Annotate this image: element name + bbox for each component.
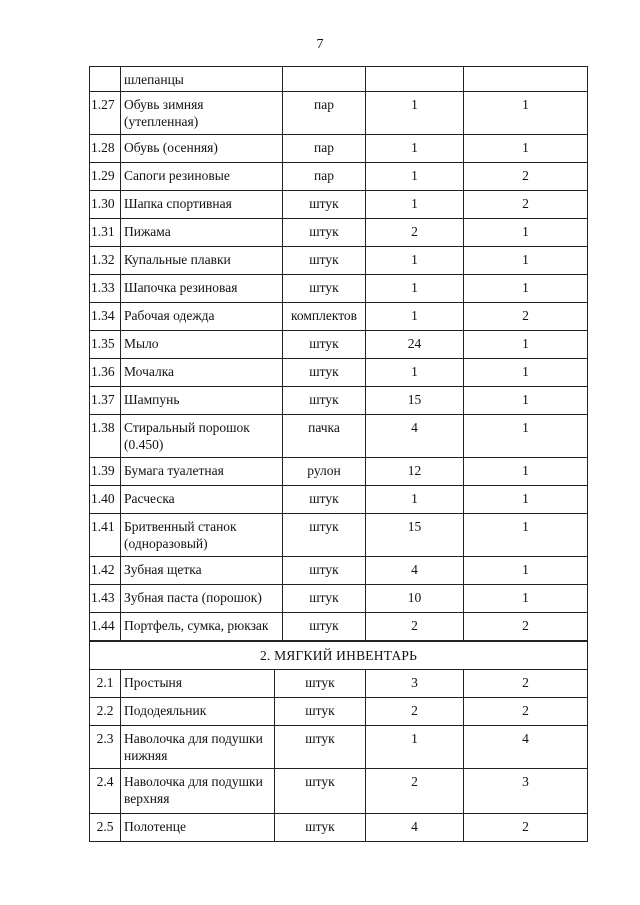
table-row — [90, 769, 588, 814]
quantity-cell: 1 — [366, 92, 464, 135]
table-row-continuation — [90, 67, 588, 92]
section-title: 2. МЯГКИЙ ИНВЕНТАРЬ — [90, 642, 588, 670]
period-cell: 3 — [464, 769, 588, 814]
table-row — [90, 415, 588, 458]
row-number-cell: 1.40 — [90, 486, 121, 514]
quantity-cell: 2 — [366, 219, 464, 247]
table-row — [90, 726, 588, 769]
period-cell: 4 — [464, 726, 588, 769]
unit-cell: пар — [283, 92, 366, 135]
unit-cell: штук — [283, 219, 366, 247]
quantity-cell: 10 — [366, 585, 464, 613]
row-number-cell: 2.1 — [90, 670, 121, 698]
row-number-cell: 1.42 — [90, 557, 121, 585]
unit-cell: штук — [283, 275, 366, 303]
period-cell: 2 — [464, 163, 588, 191]
item-name-cell: шлепанцы — [121, 67, 283, 92]
page-number: 7 — [316, 37, 324, 52]
unit-cell: штук — [283, 331, 366, 359]
item-name-cell: Шапка спортивная — [121, 191, 283, 219]
item-name-cell: Бритвенный станок (одноразовый) — [121, 514, 283, 557]
item-name-cell: Шапочка резиновая — [121, 275, 283, 303]
table-row — [90, 458, 588, 486]
row-number-cell: 1.35 — [90, 331, 121, 359]
row-number-cell: 1.30 — [90, 191, 121, 219]
unit-cell: штук — [275, 670, 366, 698]
period-cell: 1 — [464, 557, 588, 585]
table-row — [90, 135, 588, 163]
quantity-cell: 4 — [366, 557, 464, 585]
item-name-cell: Полотенце — [121, 814, 275, 842]
quantity-cell: 24 — [366, 331, 464, 359]
item-name-cell: Шампунь — [121, 387, 283, 415]
items-table-section-1 — [89, 66, 588, 641]
table-row — [90, 514, 588, 557]
unit-cell: штук — [283, 247, 366, 275]
table-row — [90, 92, 588, 135]
period-cell — [464, 67, 588, 92]
unit-cell: пачка — [283, 415, 366, 458]
table-row — [90, 613, 588, 641]
row-number-cell: 1.34 — [90, 303, 121, 331]
section-header-row — [90, 642, 588, 670]
quantity-cell: 15 — [366, 387, 464, 415]
quantity-cell: 3 — [366, 670, 464, 698]
table-row — [90, 486, 588, 514]
table-row — [90, 275, 588, 303]
period-cell: 1 — [464, 458, 588, 486]
quantity-cell: 2 — [366, 698, 464, 726]
row-number-cell: 2.5 — [90, 814, 121, 842]
quantity-cell: 1 — [366, 191, 464, 219]
table-row — [90, 670, 588, 698]
row-number-cell: 1.41 — [90, 514, 121, 557]
period-cell: 1 — [464, 247, 588, 275]
quantity-cell: 4 — [366, 415, 464, 458]
quantity-cell: 2 — [366, 613, 464, 641]
unit-cell: штук — [283, 557, 366, 585]
period-cell: 1 — [464, 331, 588, 359]
period-cell: 1 — [464, 415, 588, 458]
unit-cell: пар — [283, 163, 366, 191]
item-name-cell: Купальные плавки — [121, 247, 283, 275]
item-name-cell: Зубная паста (порошок) — [121, 585, 283, 613]
table-row — [90, 387, 588, 415]
table-row — [90, 814, 588, 842]
quantity-cell: 1 — [366, 359, 464, 387]
quantity-cell: 1 — [366, 275, 464, 303]
table-row — [90, 247, 588, 275]
period-cell: 1 — [464, 486, 588, 514]
unit-cell: штук — [283, 359, 366, 387]
quantity-cell: 12 — [366, 458, 464, 486]
table-row — [90, 698, 588, 726]
period-cell: 1 — [464, 92, 588, 135]
unit-cell: комплектов — [283, 303, 366, 331]
table-row — [90, 557, 588, 585]
row-number-cell: 1.29 — [90, 163, 121, 191]
table-row — [90, 303, 588, 331]
row-number-cell: 1.38 — [90, 415, 121, 458]
row-number-cell: 2.2 — [90, 698, 121, 726]
item-name-cell: Сапоги резиновые — [121, 163, 283, 191]
item-name-cell: Пододеяльник — [121, 698, 275, 726]
item-name-cell: Расческа — [121, 486, 283, 514]
row-number-cell: 2.4 — [90, 769, 121, 814]
period-cell: 2 — [464, 698, 588, 726]
item-name-cell: Портфель, сумка, рюкзак — [121, 613, 283, 641]
row-number-cell — [90, 67, 121, 92]
item-name-cell: Пижама — [121, 219, 283, 247]
row-number-cell: 1.44 — [90, 613, 121, 641]
table-row — [90, 163, 588, 191]
item-name-cell: Простыня — [121, 670, 275, 698]
period-cell: 1 — [464, 275, 588, 303]
quantity-cell: 1 — [366, 303, 464, 331]
unit-cell: штук — [275, 769, 366, 814]
unit-cell: штук — [283, 191, 366, 219]
table-row — [90, 359, 588, 387]
unit-cell: штук — [275, 726, 366, 769]
row-number-cell: 2.3 — [90, 726, 121, 769]
unit-cell: штук — [275, 698, 366, 726]
item-name-cell: Зубная щетка — [121, 557, 283, 585]
item-name-cell: Мыло — [121, 331, 283, 359]
period-cell: 2 — [464, 191, 588, 219]
table-row — [90, 585, 588, 613]
table-row — [90, 331, 588, 359]
unit-cell: штук — [283, 613, 366, 641]
row-number-cell: 1.28 — [90, 135, 121, 163]
period-cell: 1 — [464, 135, 588, 163]
unit-cell — [283, 67, 366, 92]
period-cell: 1 — [464, 359, 588, 387]
table-row — [90, 219, 588, 247]
period-cell: 2 — [464, 303, 588, 331]
quantity-cell: 1 — [366, 726, 464, 769]
unit-cell: штук — [283, 585, 366, 613]
item-name-cell: Бумага туалетная — [121, 458, 283, 486]
period-cell: 1 — [464, 585, 588, 613]
row-number-cell: 1.39 — [90, 458, 121, 486]
unit-cell: штук — [275, 814, 366, 842]
unit-cell: рулон — [283, 458, 366, 486]
item-name-cell: Наволочка для подушки нижняя — [121, 726, 275, 769]
quantity-cell: 1 — [366, 163, 464, 191]
row-number-cell: 1.43 — [90, 585, 121, 613]
row-number-cell: 1.37 — [90, 387, 121, 415]
table-row — [90, 191, 588, 219]
unit-cell: пар — [283, 135, 366, 163]
unit-cell: штук — [283, 514, 366, 557]
item-name-cell: Мочалка — [121, 359, 283, 387]
quantity-cell: 4 — [366, 814, 464, 842]
period-cell: 1 — [464, 387, 588, 415]
unit-cell: штук — [283, 387, 366, 415]
item-name-cell: Обувь (осенняя) — [121, 135, 283, 163]
row-number-cell: 1.31 — [90, 219, 121, 247]
period-cell: 2 — [464, 670, 588, 698]
period-cell: 1 — [464, 514, 588, 557]
quantity-cell: 1 — [366, 486, 464, 514]
quantity-cell: 1 — [366, 247, 464, 275]
row-number-cell: 1.36 — [90, 359, 121, 387]
item-name-cell: Рабочая одежда — [121, 303, 283, 331]
unit-cell: штук — [283, 486, 366, 514]
item-name-cell: Обувь зимняя (утепленная) — [121, 92, 283, 135]
row-number-cell: 1.27 — [90, 92, 121, 135]
item-name-cell: Наволочка для подушки верхняя — [121, 769, 275, 814]
quantity-cell: 15 — [366, 514, 464, 557]
period-cell: 1 — [464, 219, 588, 247]
quantity-cell: 1 — [366, 135, 464, 163]
row-number-cell: 1.33 — [90, 275, 121, 303]
row-number-cell: 1.32 — [90, 247, 121, 275]
period-cell: 2 — [464, 814, 588, 842]
quantity-cell — [366, 67, 464, 92]
item-name-cell: Стиральный порошок (0.450) — [121, 415, 283, 458]
period-cell: 2 — [464, 613, 588, 641]
quantity-cell: 2 — [366, 769, 464, 814]
items-table-section-2 — [89, 641, 588, 842]
